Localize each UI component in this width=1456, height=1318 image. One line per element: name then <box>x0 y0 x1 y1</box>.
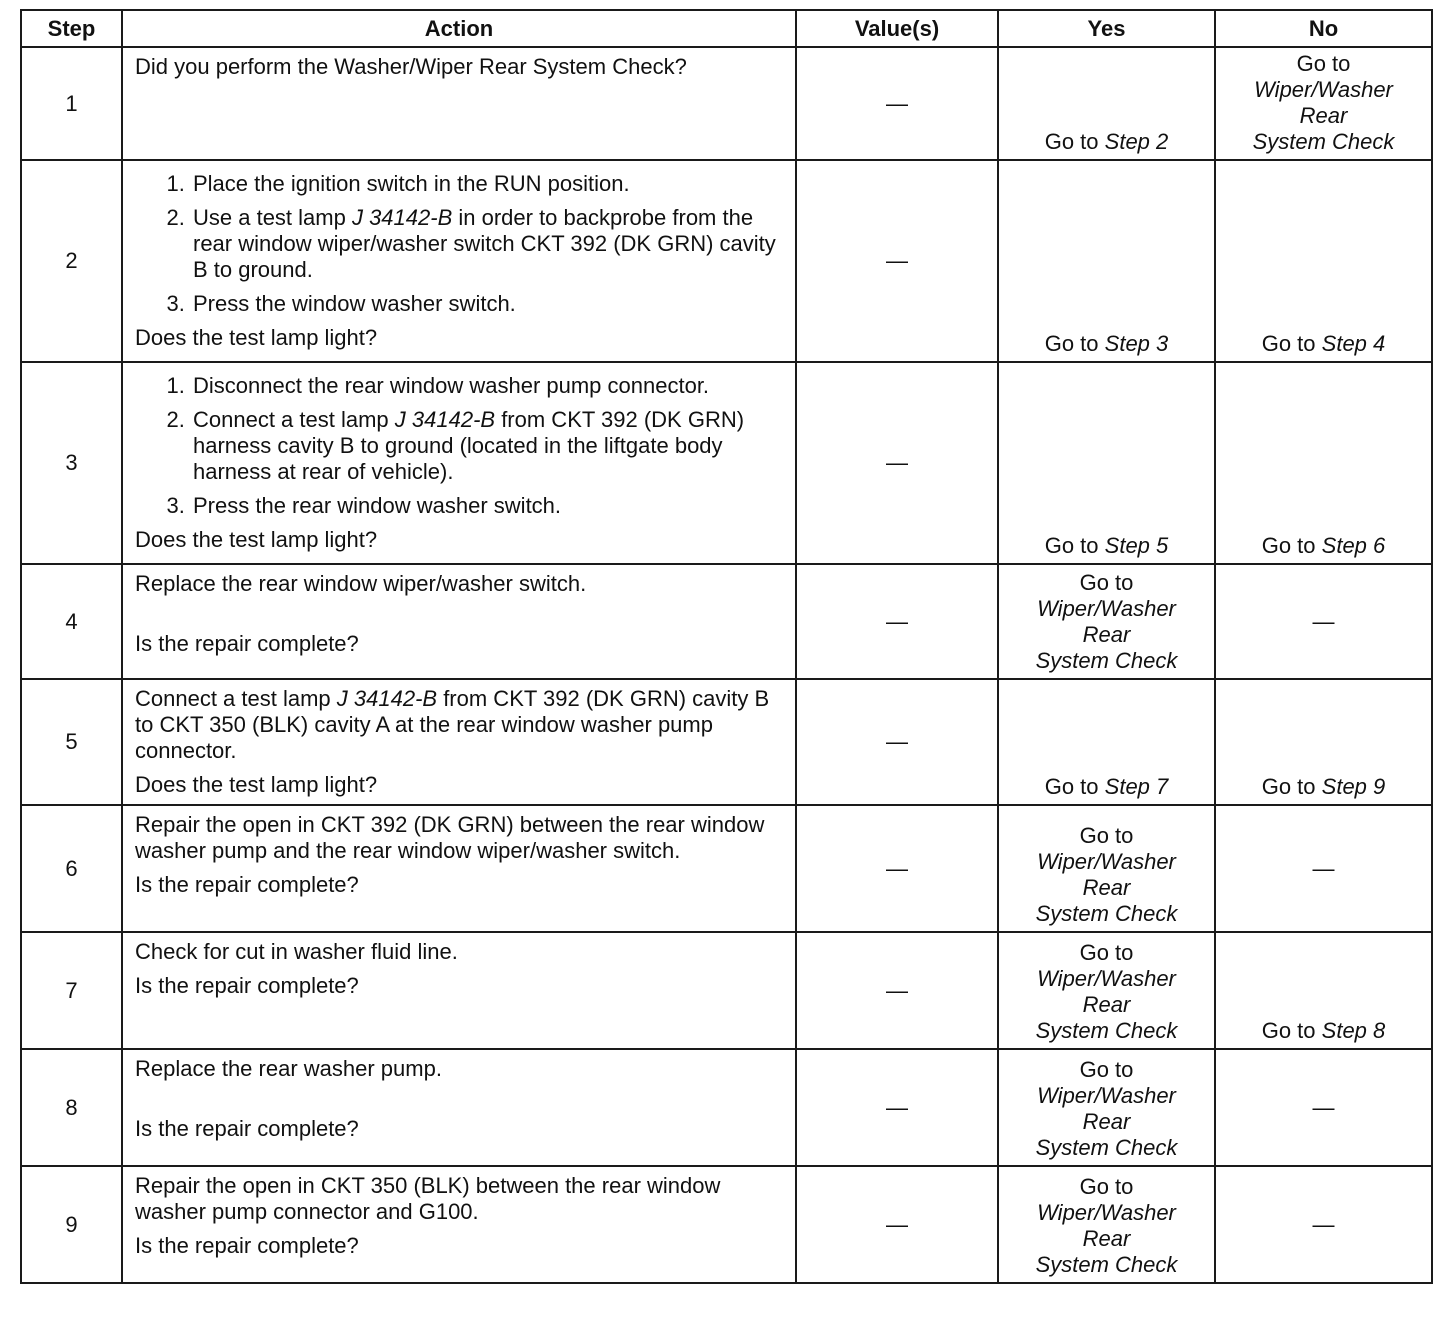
value-cell: — <box>796 1166 998 1283</box>
action-cell <box>122 1166 796 1283</box>
action-text: Repair the open in CKT 392 (DK GRN) between the rear window washer pump and the rear window wiper/washer switch. <box>135 812 765 863</box>
no-link-line1[interactable]: Wiper/Washer <box>1254 77 1393 102</box>
yes-link-line2[interactable]: Rear <box>1082 622 1131 647</box>
step-number: 2 <box>21 160 122 362</box>
diagnostic-table <box>20 9 1433 1284</box>
no-step-link[interactable]: Step 9 <box>1321 774 1386 799</box>
yes-step-link[interactable]: Step 3 <box>1104 331 1169 356</box>
goto-label: Go to <box>1044 533 1099 558</box>
no-cell[interactable] <box>1215 47 1432 160</box>
action-text: Repair the open in CKT 350 (BLK) between the rear window washer pump connector and G100. <box>135 1173 721 1224</box>
value-cell: — <box>796 932 998 1049</box>
goto-label: Go to <box>1079 940 1134 965</box>
question: Does the test lamp light? <box>135 772 378 797</box>
goto-label: Go to <box>1044 774 1099 799</box>
no-cell: — <box>1215 1166 1432 1283</box>
yes-link-line1[interactable]: Wiper/Washer <box>1037 1200 1176 1225</box>
yes-cell[interactable] <box>998 805 1215 932</box>
goto-label: Go to <box>1261 331 1316 356</box>
header-yes: Yes <box>998 10 1215 47</box>
action-cell <box>122 564 796 679</box>
goto-label: Go to <box>1044 331 1099 356</box>
substep-list <box>135 171 787 317</box>
yes-cell[interactable] <box>998 47 1215 160</box>
yes-link-line2[interactable]: Rear <box>1082 1226 1131 1251</box>
header-action: Action <box>122 10 796 47</box>
goto-label: Go to <box>1296 51 1351 76</box>
yes-link-line1[interactable]: Wiper/Washer <box>1037 1083 1176 1108</box>
goto-label: Go to <box>1079 570 1134 595</box>
yes-cell[interactable] <box>998 1166 1215 1283</box>
yes-cell[interactable] <box>998 1049 1215 1166</box>
no-cell[interactable] <box>1215 362 1432 564</box>
action-text: Replace the rear window wiper/washer switch. <box>135 571 587 596</box>
no-cell: — <box>1215 1049 1432 1166</box>
step-number: 3 <box>21 362 122 564</box>
action-cell <box>122 932 796 1049</box>
action-cell <box>122 160 796 362</box>
no-step-link[interactable]: Step 6 <box>1321 533 1386 558</box>
question: Is the repair complete? <box>135 872 359 897</box>
goto-label: Go to <box>1261 1018 1316 1043</box>
goto-label: Go to <box>1044 129 1099 154</box>
table-row <box>21 679 1432 805</box>
tool-ref: J 34142-B <box>351 205 453 230</box>
question: Is the repair complete? <box>135 973 359 998</box>
value-cell: — <box>796 1049 998 1166</box>
yes-link-line1[interactable]: Wiper/Washer <box>1037 966 1176 991</box>
yes-link-line3[interactable]: System Check <box>1035 901 1178 926</box>
yes-cell[interactable] <box>998 679 1215 805</box>
table-row <box>21 362 1432 564</box>
substep: 1. Disconnect the rear window washer pump connector. <box>191 373 787 399</box>
yes-link-line2[interactable]: Rear <box>1082 992 1131 1017</box>
action-text: Did you perform the Washer/Wiper Rear System Check? <box>135 54 687 79</box>
table-row <box>21 805 1432 932</box>
value-cell: — <box>796 47 998 160</box>
table-row <box>21 160 1432 362</box>
yes-link-line2[interactable]: Rear <box>1082 875 1131 900</box>
question: Is the repair complete? <box>135 1233 359 1258</box>
no-cell: — <box>1215 805 1432 932</box>
no-cell[interactable] <box>1215 679 1432 805</box>
step-number: 7 <box>21 932 122 1049</box>
yes-link-line1[interactable]: Wiper/Washer <box>1037 849 1176 874</box>
step-number: 1 <box>21 47 122 160</box>
yes-link-line2[interactable]: Rear <box>1082 1109 1131 1134</box>
header-no: No <box>1215 10 1432 47</box>
substep: 3. Press the window washer switch. <box>191 291 787 317</box>
action-cell <box>122 679 796 805</box>
no-cell[interactable] <box>1215 932 1432 1049</box>
step-number: 4 <box>21 564 122 679</box>
table-row <box>21 932 1432 1049</box>
yes-cell[interactable] <box>998 564 1215 679</box>
value-cell: — <box>796 362 998 564</box>
question: Is the repair complete? <box>135 631 359 656</box>
header-step: Step <box>21 10 122 47</box>
substep: 1. Place the ignition switch in the RUN position. <box>191 171 787 197</box>
header-values: Value(s) <box>796 10 998 47</box>
value-cell: — <box>796 679 998 805</box>
substep: 2. Connect a test lamp J 34142-B from CKT 392 (DK GRN) harness cavity B to ground (located in the liftgate body harness at rear of vehicle). <box>191 407 787 485</box>
question: Does the test lamp light? <box>135 527 378 552</box>
table-row <box>21 564 1432 679</box>
yes-step-link[interactable]: Step 2 <box>1104 129 1169 154</box>
goto-label: Go to <box>1079 823 1134 848</box>
step-number: 6 <box>21 805 122 932</box>
yes-step-link[interactable]: Step 7 <box>1104 774 1169 799</box>
no-step-link[interactable]: Step 4 <box>1321 331 1386 356</box>
yes-link-line3[interactable]: System Check <box>1035 648 1178 673</box>
action-cell <box>122 362 796 564</box>
goto-label: Go to <box>1079 1057 1134 1082</box>
no-cell[interactable] <box>1215 160 1432 362</box>
tool-ref: J 34142-B <box>394 407 496 432</box>
substep: 2. Use a test lamp J 34142-B in order to backprobe from the rear window wiper/washer switch CKT 392 (DK GRN) cavity B to ground. <box>191 205 787 283</box>
step-number: 5 <box>21 679 122 805</box>
goto-label: Go to <box>1261 774 1316 799</box>
action-text: Check for cut in washer fluid line. <box>135 939 458 964</box>
no-link-line2[interactable]: Rear <box>1299 103 1348 128</box>
action-cell <box>122 47 796 160</box>
yes-cell[interactable] <box>998 932 1215 1049</box>
substep: 3. Press the rear window washer switch. <box>191 493 787 519</box>
value-cell: — <box>796 160 998 362</box>
action-cell <box>122 805 796 932</box>
header-row <box>21 10 1432 47</box>
step-number: 9 <box>21 1166 122 1283</box>
goto-label: Go to <box>1079 1174 1134 1199</box>
value-cell: — <box>796 805 998 932</box>
question: Is the repair complete? <box>135 1116 359 1141</box>
yes-link-line1[interactable]: Wiper/Washer <box>1037 596 1176 621</box>
value-cell: — <box>796 564 998 679</box>
table-row <box>21 1166 1432 1283</box>
step-number: 8 <box>21 1049 122 1166</box>
yes-link-line3[interactable]: System Check <box>1035 1135 1178 1160</box>
yes-cell[interactable] <box>998 362 1215 564</box>
question: Does the test lamp light? <box>135 325 378 350</box>
table-row <box>21 1049 1432 1166</box>
action-cell <box>122 1049 796 1166</box>
action-text: Replace the rear washer pump. <box>135 1056 442 1081</box>
table-row <box>21 47 1432 160</box>
tool-ref: J 34142-B <box>336 686 438 711</box>
goto-label: Go to <box>1261 533 1316 558</box>
no-link-line3[interactable]: System Check <box>1252 129 1395 154</box>
substep-list <box>135 373 787 519</box>
yes-link-line3[interactable]: System Check <box>1035 1018 1178 1043</box>
no-step-link[interactable]: Step 8 <box>1321 1018 1386 1043</box>
yes-link-line3[interactable]: System Check <box>1035 1252 1178 1277</box>
yes-step-link[interactable]: Step 5 <box>1104 533 1169 558</box>
action-text: Connect a test lamp J 34142-B from CKT 392 (DK GRN) cavity B to CKT 350 (BLK) cavity A at the rear window washer pump connector. <box>135 686 770 763</box>
no-cell: — <box>1215 564 1432 679</box>
yes-cell[interactable] <box>998 160 1215 362</box>
